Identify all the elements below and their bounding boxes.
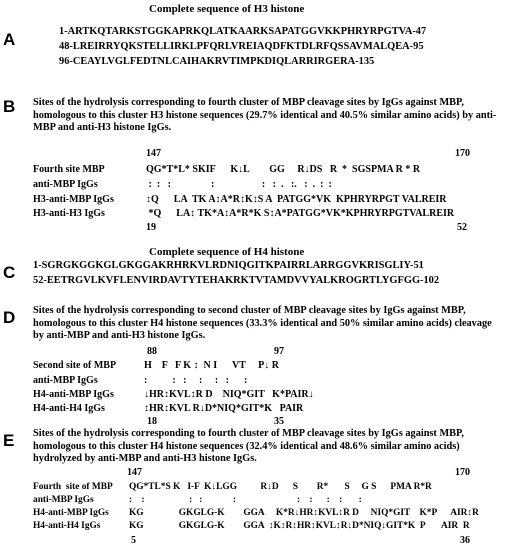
panel-b-num-start: 147 (146, 148, 161, 159)
h3-sequence-line-2: 48-LREIRRYQKSTELLIRKLPFQRLVREIAQDFKTDLRFQSSAVMALQEA-95 (59, 41, 424, 52)
panel-d-row-seq: H F F K ↕ N I VT P↓ R (144, 360, 280, 371)
panel-label-c: C (3, 263, 16, 282)
panel-b-row-seq: QG*T*L* SKIF K↓L GG R↓DS R * SGSPMA R * R (146, 164, 421, 175)
panel-d-num-end: 97 (274, 346, 284, 357)
panel-b-description: Sites of the hydrolysis corresponding to fourth cluster of MBP cleavage sites by IgGs against MBP, homologous to this cluster H3 histone sequences (29.7% identical and 40.5% similar amino acids) by anti-MBP and anti-H3 histone IgGs. (33, 97, 497, 134)
panel-b-row-name: Fourth site MBP (33, 164, 105, 175)
panel-e-num-low-start: 5 (131, 535, 136, 546)
panel-d-num-low-start: 18 (147, 416, 157, 427)
panel-b-num-low-start: 19 (146, 222, 156, 233)
panel-d-row-seq: ↕HR↕KVL R↓D*NIQ*GIT*K PAIR (144, 403, 304, 414)
panel-b-row-name: H3-anti-MBP IgGs (33, 194, 114, 205)
panel-d-row-name: H4-anti-MBP IgGs (33, 389, 114, 400)
panel-b-row-seq: ↕Q LA TK A↕A*R↕K↕S A PATGG*VK KPHRYRPGT VALREIR (146, 194, 447, 205)
panel-d-description: Sites of the hydrolysis corresponding to second cluster of MBP cleavage sites by IgGs against MBP, homologous to this cluster H4 histone sequences (33.3% identical and 50% similar amino acids) cleavage by anti-MBP and anti-H3 histone IgGs. (33, 305, 492, 342)
panel-b-num-low-end: 52 (457, 222, 467, 233)
h3-sequence-line-1: 1-ARTKQTARKSTGGKAPRKQLATKAARKSAPATGGVKKPHRYRPGTVA-47 (59, 26, 427, 37)
panel-d-row-name: anti-MBP IgGs (33, 375, 98, 386)
panel-e-row-seq: KG GKGLG-K GGA ↕K↕R↕HR↕KVL↕R↓D*NIQ↓GIT*K P AIR R (129, 521, 470, 531)
panel-d-row-name: H4-anti-H4 IgGs (33, 403, 105, 414)
panel-e-row-name: Fourth site of MBP (33, 482, 113, 492)
panel-b-row-seq: : : : : : : . :. : . : : (146, 179, 332, 190)
panel-d-row-seq: : : : : : : : (144, 375, 248, 386)
h4-sequence-line-1: 1-SGRGKGGKGLGKGGAKRHRKVLRDNIQGITKPAIRRLARRGGVKRISGLIY-51 (33, 260, 424, 271)
panel-e-description: Sites of the hydrolysis corresponding to fourth cluster of MBP cleavage sites by IgGs against MBP, homologous to this cluster H4 histone sequences (32.4% identical and 48.6% similar amino acids) hydrolyzed by anti-MBP and anti-H3 histone IgGs. (33, 428, 464, 465)
h4-sequence-line-2: 52-EETRGVLKVFLENVIRDAVTYTEHAKRKTVTAMDVVYALKROGRTLYGFGG-102 (33, 275, 440, 286)
panel-b-row-name: H3-anti-H3 IgGs (33, 208, 105, 219)
panel-e-num-end: 170 (455, 467, 470, 478)
panel-e-row-seq: : : : : : : : : : : (129, 495, 362, 505)
panel-e-row-seq: QG*TL*S K I-F K↓LGG R↓D S R* S G S PMA R*R (129, 482, 432, 492)
h3-title: Complete sequence of H3 histone (149, 3, 305, 15)
panel-d-num-low-end: 35 (274, 416, 284, 427)
panel-label-b: B (3, 97, 16, 116)
panel-d-row-name: Second site of MBP (33, 360, 117, 371)
panel-e-row-name: H4-anti-H4 IgGs (33, 521, 101, 531)
panel-b-row-name: anti-MBP IgGs (33, 179, 98, 190)
panel-e-num-low-end: 36 (460, 535, 470, 546)
panel-b-row-seq: *Q LA↕ TK*A↕A*R*K S↕A*PATGG*VK*KPHRYRPGTVALREIR (146, 208, 455, 219)
panel-e-row-name: H4-anti-MBP IgGs (33, 508, 109, 518)
panel-e-row-seq: KG GKGLG-K GGA K*R↓HR↕KVL↕R D NIQ*GIT K*P AIR↕R (129, 508, 479, 518)
panel-label-e: E (3, 431, 15, 450)
h3-sequence-line-3: 96-CEAYLVGLFEDTNLCAIHAKRVTIMPKDIQLARRIRGERA-135 (59, 56, 375, 67)
panel-label-d: D (3, 308, 16, 327)
h4-title: Complete sequence of H4 histone (149, 246, 305, 258)
panel-d-num-start: 88 (147, 346, 157, 357)
panel-e-num-start: 147 (127, 467, 142, 478)
panel-e-row-name: anti-MBP IgGs (33, 495, 94, 505)
panel-d-row-seq: ↓HR↕KVL↕R D NIQ*GIT K*PAIR↓ (144, 389, 314, 400)
panel-label-a: A (3, 30, 16, 49)
panel-b-num-end: 170 (455, 148, 470, 159)
